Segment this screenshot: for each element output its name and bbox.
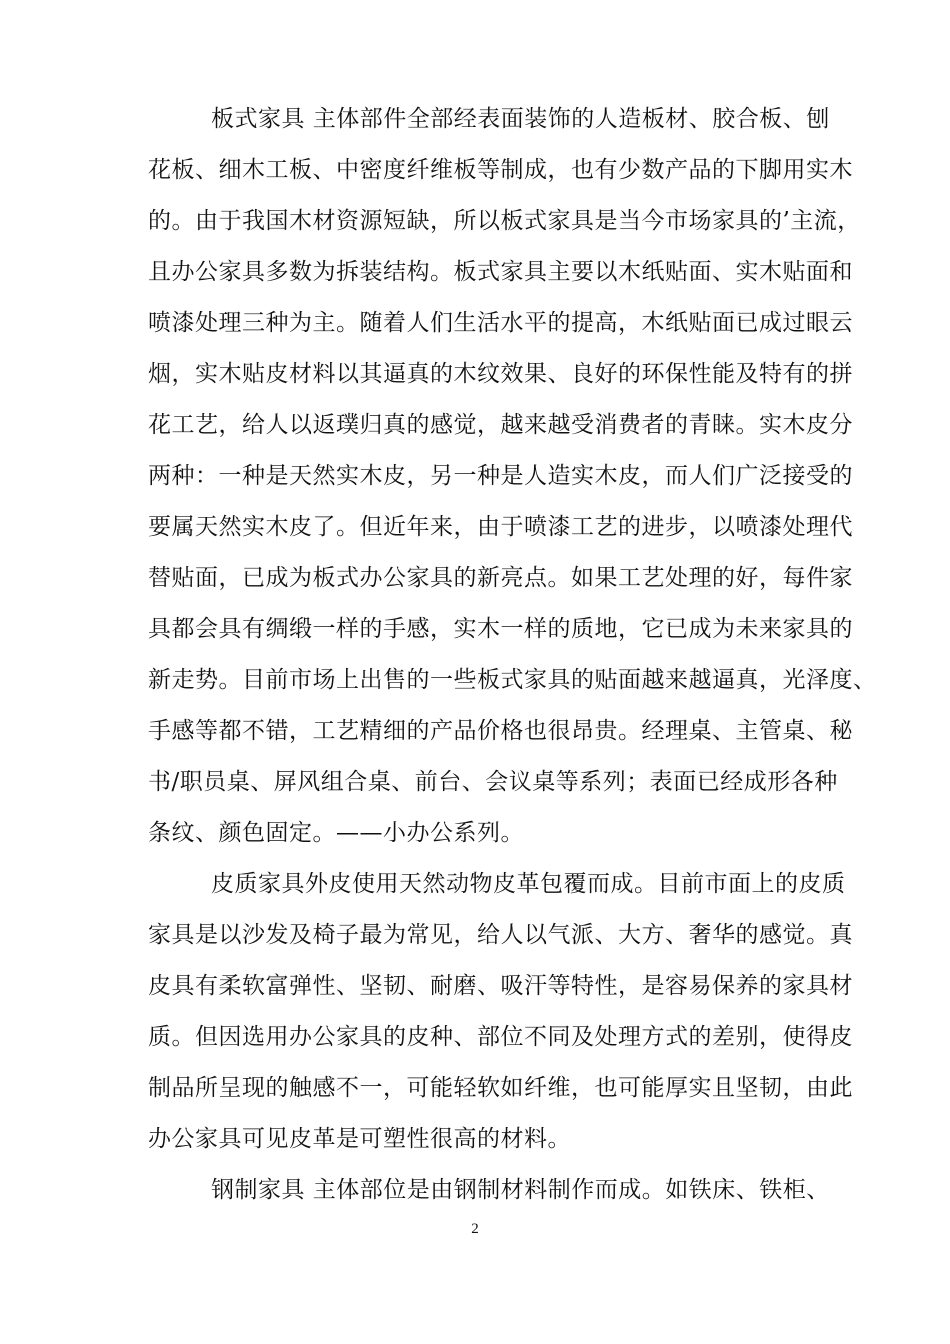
text-line: 两种：一种是天然实木皮，另一种是人造实木皮，而人们广泛接受的 xyxy=(148,463,853,489)
text-line: 质。但因选用办公家具的皮种、部位不同及处理方式的差别，使得皮 xyxy=(148,1024,853,1050)
text-line: 喷漆处理三种为主。随着人们生活水平的提高，木纸贴面已成过眼云 xyxy=(148,310,853,336)
text-line: 家具是以沙发及椅子最为常见，给人以气派、大方、奢华的感觉。真 xyxy=(148,922,853,948)
text-line: 板式家具 主体部件全部经表面装饰的人造板材、胶合板、刨 xyxy=(211,106,830,132)
text-line: 书/职员桌、屏风组合桌、前台、会议桌等系列；表面已经成形各种 xyxy=(148,769,838,795)
text-line: 皮质家具外皮使用天然动物皮革包覆而成。目前市面上的皮质 xyxy=(211,871,846,897)
text-line: 手感等都不错，工艺精细的产品价格也很昂贵。经理桌、主管桌、秘 xyxy=(148,718,853,744)
text-line: 且办公家具多数为拆装结构。板式家具主要以木纸贴面、实木贴面和 xyxy=(148,259,853,285)
text-line: 皮具有柔软富弹性、坚韧、耐磨、吸汗等特性，是容易保养的家具材 xyxy=(148,973,853,999)
text-line: 花工艺，给人以返璞归真的感觉，越来越受消费者的青睐。实木皮分 xyxy=(148,412,853,438)
text-line: 条纹、颜色固定。——小办公系列。 xyxy=(148,820,524,846)
text-line: 钢制家具 主体部位是由钢制材料制作而成。如铁床、铁柜、 xyxy=(211,1177,830,1203)
text-line: 花板、细木工板、中密度纤维板等制成，也有少数产品的下脚用实木 xyxy=(148,157,853,183)
text-line: 的。由于我国木材资源短缺，所以板式家具是当今市场家具的’主流， xyxy=(148,208,861,234)
text-line: 具都会具有绸缎一样的手感，实木一样的质地，它已成为未来家具的 xyxy=(148,616,853,642)
text-line: 办公家具可见皮革是可塑性很高的材料。 xyxy=(148,1126,571,1152)
text-line: 替贴面，已成为板式办公家具的新亮点。如果工艺处理的好，每件家 xyxy=(148,565,853,591)
text-line: 要属天然实木皮了。但近年来，由于喷漆工艺的进步，以喷漆处理代 xyxy=(148,514,853,540)
text-line: 新走势。目前市场上出售的一些板式家具的贴面越来越逼真，光泽度、 xyxy=(148,667,877,693)
text-line: 烟，实木贴皮材料以其逼真的木纹效果、良好的环保性能及特有的拼 xyxy=(148,361,853,387)
text-line: 制品所呈现的触感不一，可能轻软如纤维，也可能厚实且坚韧，由此 xyxy=(148,1075,853,1101)
page-number: 2 xyxy=(471,1221,479,1237)
